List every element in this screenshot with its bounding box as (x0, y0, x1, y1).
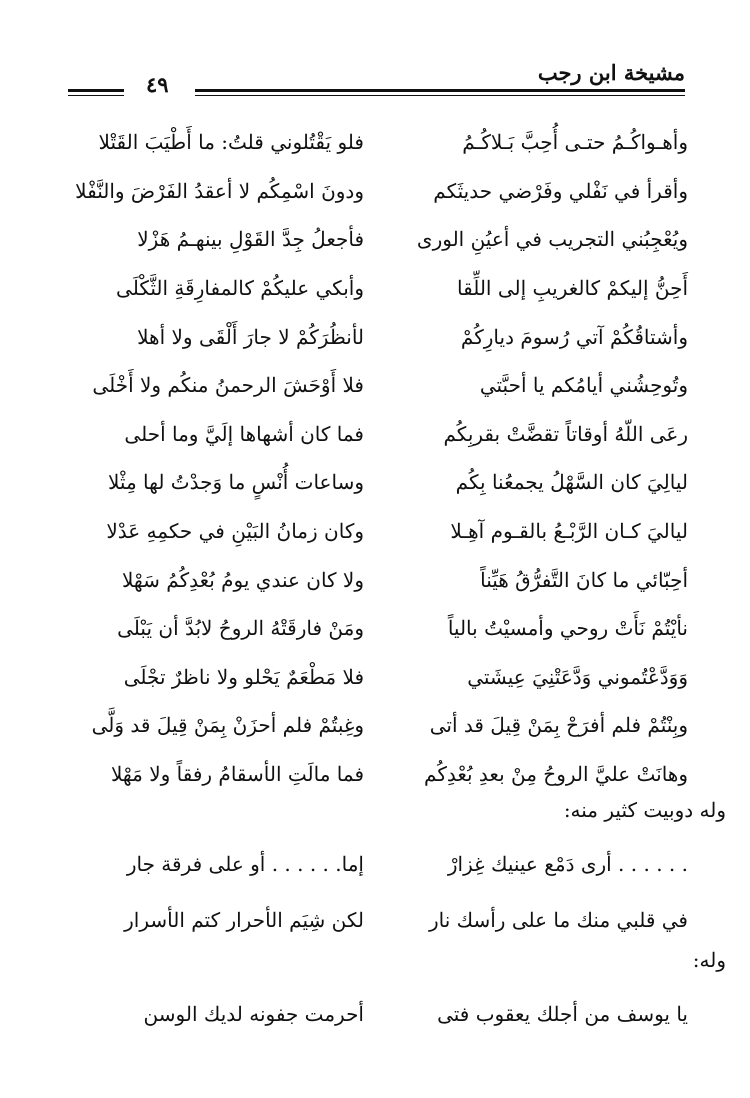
verse-first-hemistich: يا يوسف من أجلك يعقوب فتى (437, 1002, 688, 1026)
book-title: مشيخة ابن رجب (537, 60, 685, 85)
verse-second-hemistich: فلو يَقْتُلوني قلتُ: ما أَطْيَبَ القَتْلا (98, 130, 364, 155)
poem-yusuf (64, 986, 688, 1042)
verse-first-hemistich: وهانَتْ عليَّ الروحُ مِنْ بعدِ بُعْدِكُم (424, 762, 688, 787)
header-rule-short (68, 89, 124, 92)
page-number: ٤٩ (146, 72, 169, 97)
verse-first-hemistich: وَوَدَّعْتُموني وَدَّعَتْنِيَ عِيشَتي (467, 664, 688, 689)
verse-line (64, 410, 688, 459)
verse-line (64, 264, 688, 313)
verse-line (64, 312, 688, 361)
verse-first-hemistich: وأقرأ في نَفْلي وفَرْضي حديثَكم (433, 178, 688, 203)
verse-second-hemistich: فأجعلُ جِدَّ القَوْلِ بينهـمُ هَزْلا (137, 227, 364, 252)
verse-second-hemistich: ولا كان عندي يومُ بُعْدِكُمُ سَهْلا (121, 567, 364, 592)
verse-second-hemistich: فما كان أشهاها إلَيَّ وما أحلى (124, 421, 364, 446)
verse-second-hemistich: أحرمت جفونه لديك الوسن (143, 1002, 364, 1026)
verse-line (64, 167, 688, 216)
poem-dubayt (64, 836, 688, 948)
verse-line (64, 604, 688, 653)
verse-first-hemistich: لياليَ كـان الرَّبْـعُ بالقـوم آهِـلا (450, 519, 688, 544)
header-rule (195, 89, 685, 92)
verse-first-hemistich: نأيْتُمْ نَأَتْ روحي وأمسيْتُ بالياً (447, 616, 688, 641)
verse-second-hemistich: إما. . . . . . أو على فرقة جار (126, 852, 364, 876)
verse-second-hemistich: وكان زمانُ البَيْنِ في حكمِهِ عَدْلا (106, 519, 364, 544)
verse-line (64, 750, 688, 799)
verse-first-hemistich: وتُوحِشُني أيامُكم يا أحبَّتي (479, 373, 688, 398)
verse-first-hemistich: أحِبّائي ما كانَ التَّفرُّقُ هَيِّناً (480, 567, 688, 592)
verse-second-hemistich: فلا مَطْعَمٌ يَحْلو ولا ناظرٌ تجْلَى (123, 664, 364, 689)
verse-line (64, 836, 688, 892)
verse-line (64, 892, 688, 948)
verse-first-hemistich: ليالِيَ كان السَّهْلُ يجمعُنا بِكُم (455, 470, 688, 495)
verse-second-hemistich: ومَنْ فارقَتْهُ الروحُ لابُدَّ أن يَبْلَى (117, 616, 364, 641)
verse-first-hemistich: وأشتاقُكُمْ آتي رُسومَ ديارِكُمْ (460, 324, 688, 349)
verse-first-hemistich: وبِنْتُمْ فلم أفرَحْ بِمَنْ قِيلَ قد أتى (429, 713, 688, 738)
verse-line (64, 701, 688, 750)
verse-second-hemistich: فلا أَوْحَشَ الرحمنُ منكُم ولا أَخْلَى (92, 373, 364, 398)
header-rule-short-thin (68, 95, 124, 96)
verse-second-hemistich: لأنظُرَكُمْ لا جارَ أَلْقَى ولا أهلا (137, 324, 364, 349)
verse-second-hemistich: وغِبتُمْ فلم أحزَنْ بِمَنْ قِيلَ قد وَلَّى (91, 713, 364, 738)
dubayt-intro: وله دوبيت كثير منه: (563, 798, 726, 822)
verse-first-hemistich: رعَى اللّهُ أوقاتاً تقضَّتْ بقربِكُم (443, 421, 688, 446)
verse-line (64, 507, 688, 556)
verse-line (64, 361, 688, 410)
verse-first-hemistich: أَحِنُّ إليكمْ كالغريبِ إلى اللِّقا (456, 276, 688, 301)
verse-line (64, 215, 688, 264)
verse-line (64, 653, 688, 702)
verse-line (64, 118, 688, 167)
verse-second-hemistich: فما مالَتِ الأسقامُ رفقاً ولا مَهْلا (111, 762, 364, 787)
second-intro: وله: (692, 948, 726, 972)
verse-first-hemistich: في قلبي منك ما على رأسك نار (428, 908, 688, 932)
verse-line (64, 986, 688, 1042)
verse-first-hemistich: ويُعْجِبُني التجريب في أعيُنِ الورى (416, 227, 688, 252)
page-header (68, 58, 685, 108)
header-rule-thin (195, 95, 685, 96)
verse-second-hemistich: وأبكي عليكُمْ كالمفارِقَةِ الثَّكْلَى (116, 276, 364, 301)
verse-second-hemistich: وساعات أُنْسٍ ما وَجدْتُ لها مِثْلا (107, 470, 364, 495)
verse-line (64, 458, 688, 507)
poem-main (64, 118, 688, 798)
verse-line (64, 555, 688, 604)
verse-second-hemistich: لكن شِيَم الأحرار كتم الأسرار (124, 908, 364, 932)
verse-second-hemistich: ودونَ اسْمِكُم لا أعقدُ الفَرْضَ والنَّفْلا (75, 178, 364, 203)
verse-first-hemistich: . . . . . . أرى دَمْع عينيك غِزارْ (447, 852, 688, 876)
verse-first-hemistich: وأهـواكُـمُ حتـى أُحِبَّ بَـلاكُـمُ (462, 130, 688, 155)
